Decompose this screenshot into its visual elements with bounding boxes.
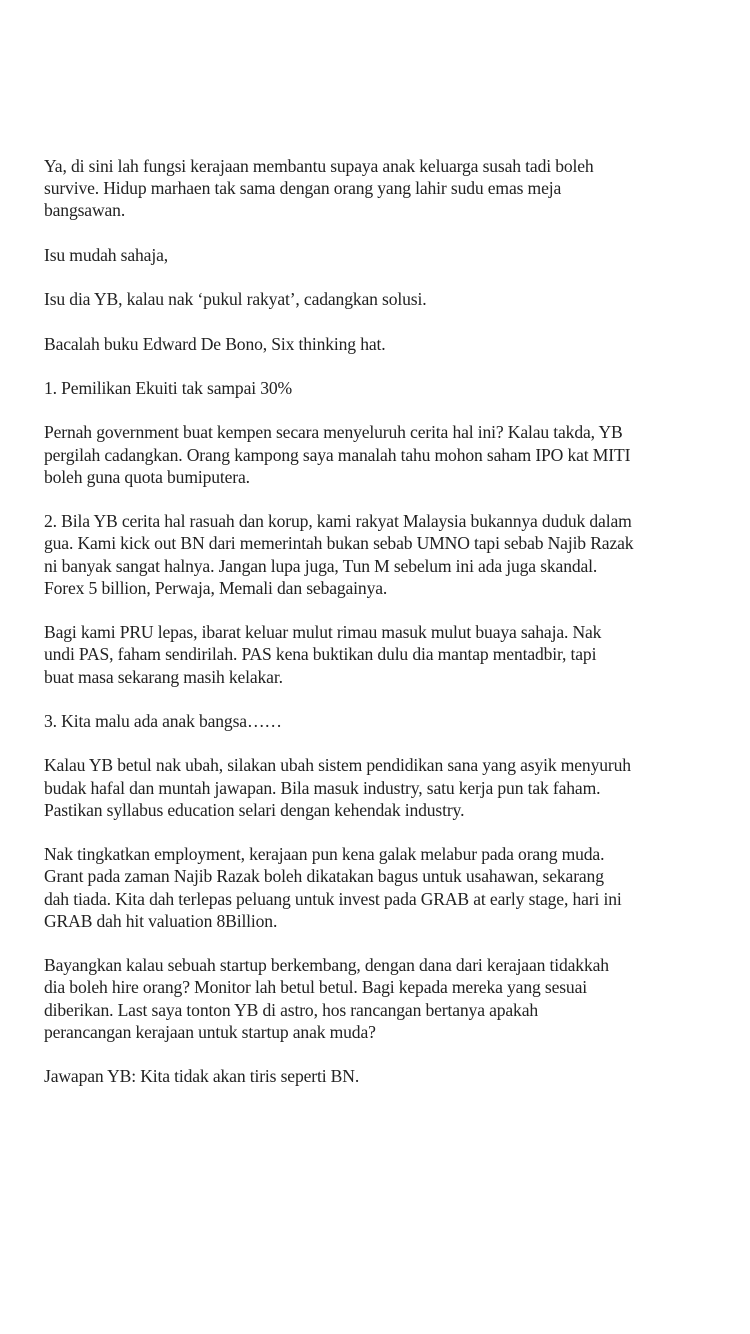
- text-line: dia boleh hire orang? Monitor lah betul betul. Bagi kepada mereka yang sesuai: [44, 977, 587, 998]
- text-line: Isu mudah sahaja,: [44, 244, 168, 265]
- document-body: [44, 155, 748, 1110]
- paragraph: [44, 421, 748, 488]
- text-line: Ya, di sini lah fungsi kerajaan membantu supaya anak keluarga susah tadi boleh: [44, 156, 594, 176]
- text-line: 2. Bila YB cerita hal rasuah dan korup, kami rakyat Malaysia bukannya duduk dalam: [44, 511, 632, 532]
- paragraph: [44, 621, 748, 688]
- text-line: Bagi kami PRU lepas, ibarat keluar mulut rimau masuk mulut buaya sahaja. Nak: [44, 622, 602, 643]
- paragraph: [44, 333, 748, 355]
- paragraph: [44, 710, 748, 732]
- text-line: 3. Kita malu ada anak bangsa……: [44, 710, 282, 731]
- text-line: Bacalah buku Edward De Bono, Six thinking hat.: [44, 333, 386, 354]
- text-line: Jawapan YB: Kita tidak akan tiris seperti BN.: [44, 1066, 360, 1087]
- text-line: pergilah cadangkan. Orang kampong saya manalah tahu mohon saham IPO kat MITI: [44, 444, 631, 465]
- paragraph: [44, 288, 748, 310]
- text-line: Kalau YB betul nak ubah, silakan ubah sistem pendidikan sana yang asyik menyuruh: [44, 755, 631, 776]
- paragraph: [44, 155, 748, 222]
- paragraph: [44, 377, 748, 399]
- text-line: Pastikan syllabus education selari dengan kehendak industry.: [44, 799, 465, 820]
- text-line: diberikan. Last saya tonton YB di astro, hos rancangan bertanya apakah: [44, 999, 539, 1020]
- text-line: 1. Pemilikan Ekuiti tak sampai 30%: [44, 377, 293, 398]
- text-line: undi PAS, faham sendirilah. PAS kena buktikan dulu dia mantap mentadbir, tapi: [44, 644, 597, 665]
- text-line: ni banyak sangat halnya. Jangan lupa juga, Tun M sebelum ini ada juga skandal.: [44, 555, 598, 576]
- text-line: Isu dia YB, kalau nak ‘pukul rakyat’, cadangkan solusi.: [44, 289, 427, 310]
- text-line: Forex 5 billion, Perwaja, Memali dan sebagainya.: [44, 577, 388, 598]
- text-line: gua. Kami kick out BN dari memerintah bukan sebab UMNO tapi sebab Najib Razak: [44, 533, 634, 554]
- paragraph: [44, 754, 748, 821]
- paragraph: [44, 244, 748, 266]
- text-line: dah tiada. Kita dah terlepas peluang untuk invest pada GRAB at early stage, hari ini: [44, 888, 622, 909]
- text-line: budak hafal dan muntah jawapan. Bila masuk industry, satu kerja pun tak faham.: [44, 777, 601, 798]
- text-line: buat masa sekarang masih kelakar.: [44, 666, 283, 687]
- paragraph: [44, 843, 748, 932]
- text-line: Nak tingkatkan employment, kerajaan pun kena galak melabur pada orang muda.: [44, 844, 605, 865]
- text-line: Grant pada zaman Najib Razak boleh dikatakan bagus untuk usahawan, sekarang: [44, 866, 604, 887]
- text-line: survive. Hidup marhaen tak sama dengan orang yang lahir sudu emas meja: [44, 178, 562, 199]
- paragraph: [44, 954, 748, 1043]
- paragraph: [44, 510, 748, 599]
- text-line: boleh guna quota bumiputera.: [44, 466, 250, 487]
- text-line: GRAB dah hit valuation 8Billion.: [44, 910, 278, 931]
- text-line: Bayangkan kalau sebuah startup berkembang, dengan dana dari kerajaan tidakkah: [44, 955, 609, 976]
- text-line: perancangan kerajaan untuk startup anak muda?: [44, 1021, 376, 1042]
- text-line: Pernah government buat kempen secara menyeluruh cerita hal ini? Kalau takda, YB: [44, 422, 623, 443]
- text-line: bangsawan.: [44, 200, 126, 221]
- paragraph: [44, 1065, 748, 1087]
